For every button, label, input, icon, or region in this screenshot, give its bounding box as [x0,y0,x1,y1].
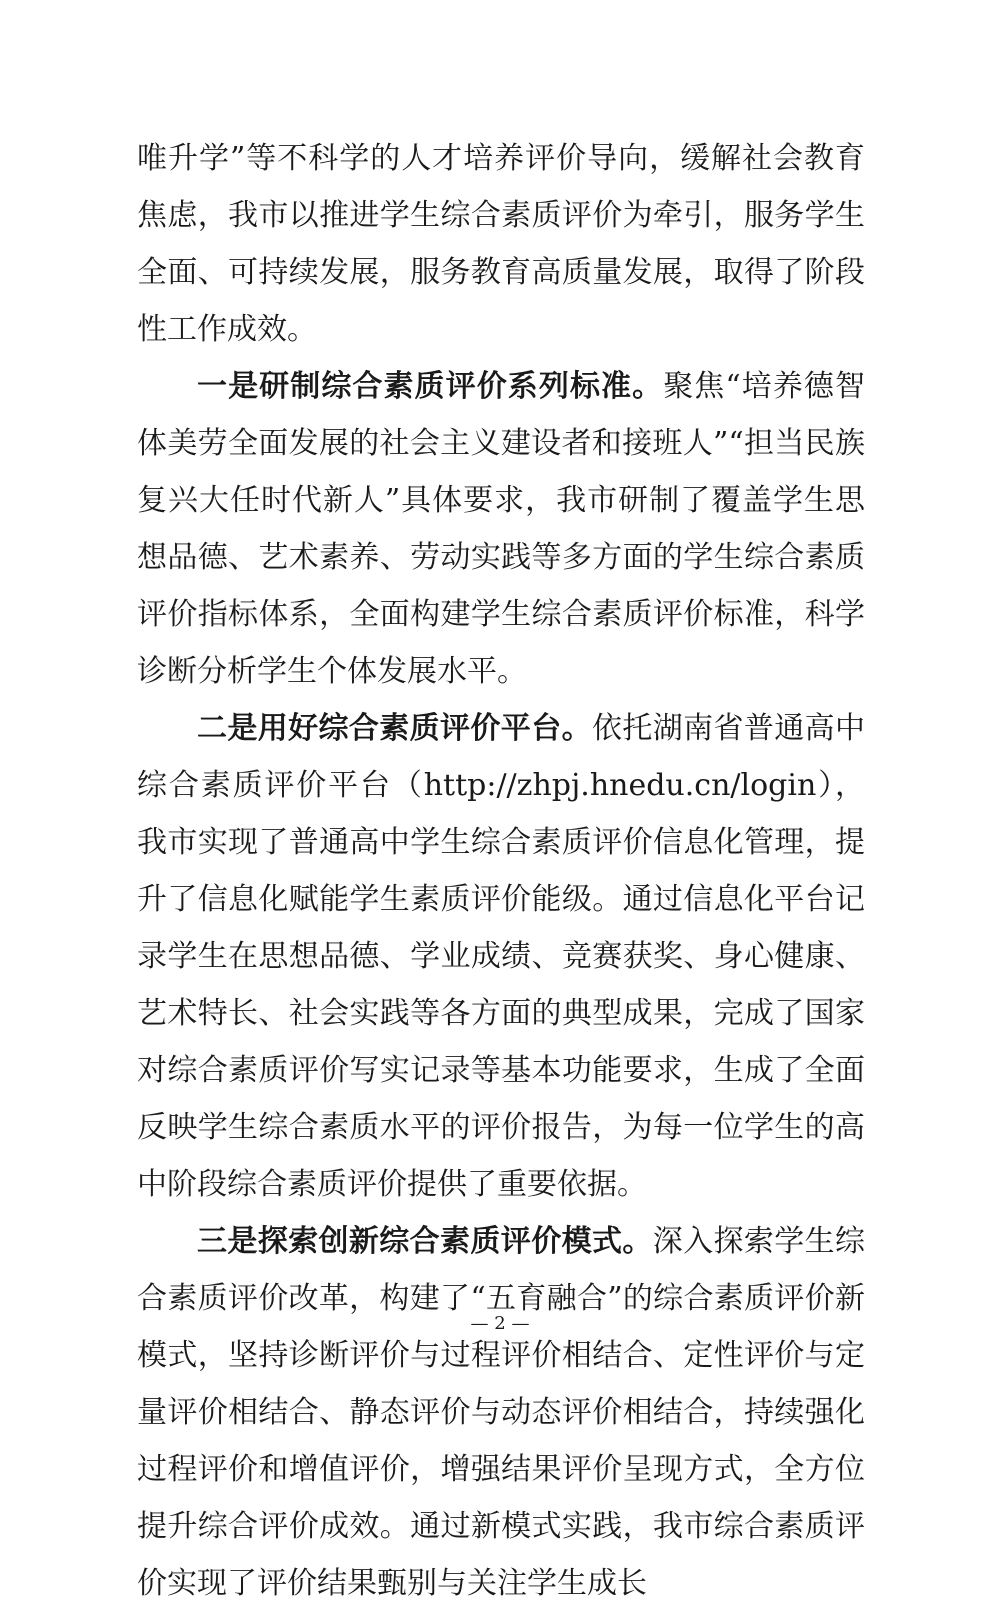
paragraph-text: 唯升学”等不科学的人才培养评价导向，缓解社会教育焦虑，我市以推进学生综合素质评价为牵引，服务学生全面、可持续发展，服务教育高质量发展，取得了阶段性工作成效。 [137,141,865,347]
paragraph-platform [137,700,865,1213]
document-body [137,130,865,1612]
paragraph-lead: 二是用好综合素质评价平台。 [197,711,592,746]
paragraph-lead: 三是探索创新综合素质评价模式。 [197,1224,653,1259]
paragraph-text: 依托湖南省普通高中综合素质评价平台（http://zhpj.hnedu.cn/login），我市实现了普通高中学生综合素质评价信息化管理，提升了信息化赋能学生素质评价能级。通过信息化平台记录学生在思想品德、学业成绩、竞赛获奖、身心健康、艺术特长、社会实践等各方面的典型成果，完成了国家对综合素质评价写实记录等基本功能要求，生成了全面反映学生综合素质水平的评价报告，为每一位学生的高中阶段综合素质评价提供了重要依据。 [137,711,866,1202]
paragraph-model [137,1213,865,1612]
paragraph-text: 深入探索学生综合素质评价改革，构建了“五育融合”的综合素质评价新模式，坚持诊断评价与过程评价相结合、定性评价与定量评价相结合、静态评价与动态评价相结合，持续强化过程评价和增值评价，增强结果评价呈现方式，全方位提升综合评价成效。通过新模式实践，我市综合素质评价实现了评价结果甄别与关注学生成长 [137,1224,866,1601]
page-number: — 2 — [470,1313,530,1334]
paragraph-standards [137,358,865,700]
paragraph-text: 聚焦“培养德智体美劳全面发展的社会主义建设者和接班人”“担当民族复兴大任时代新人”具体要求，我市研制了覆盖学生思想品德、艺术素养、劳动实践等多方面的学生综合素质评价指标体系，全面构建学生综合素质评价标准，科学诊断分析学生个体发展水平。 [137,369,865,689]
paragraph-continuation [137,130,865,358]
paragraph-lead: 一是研制综合素质评价系列标准。 [197,369,664,404]
